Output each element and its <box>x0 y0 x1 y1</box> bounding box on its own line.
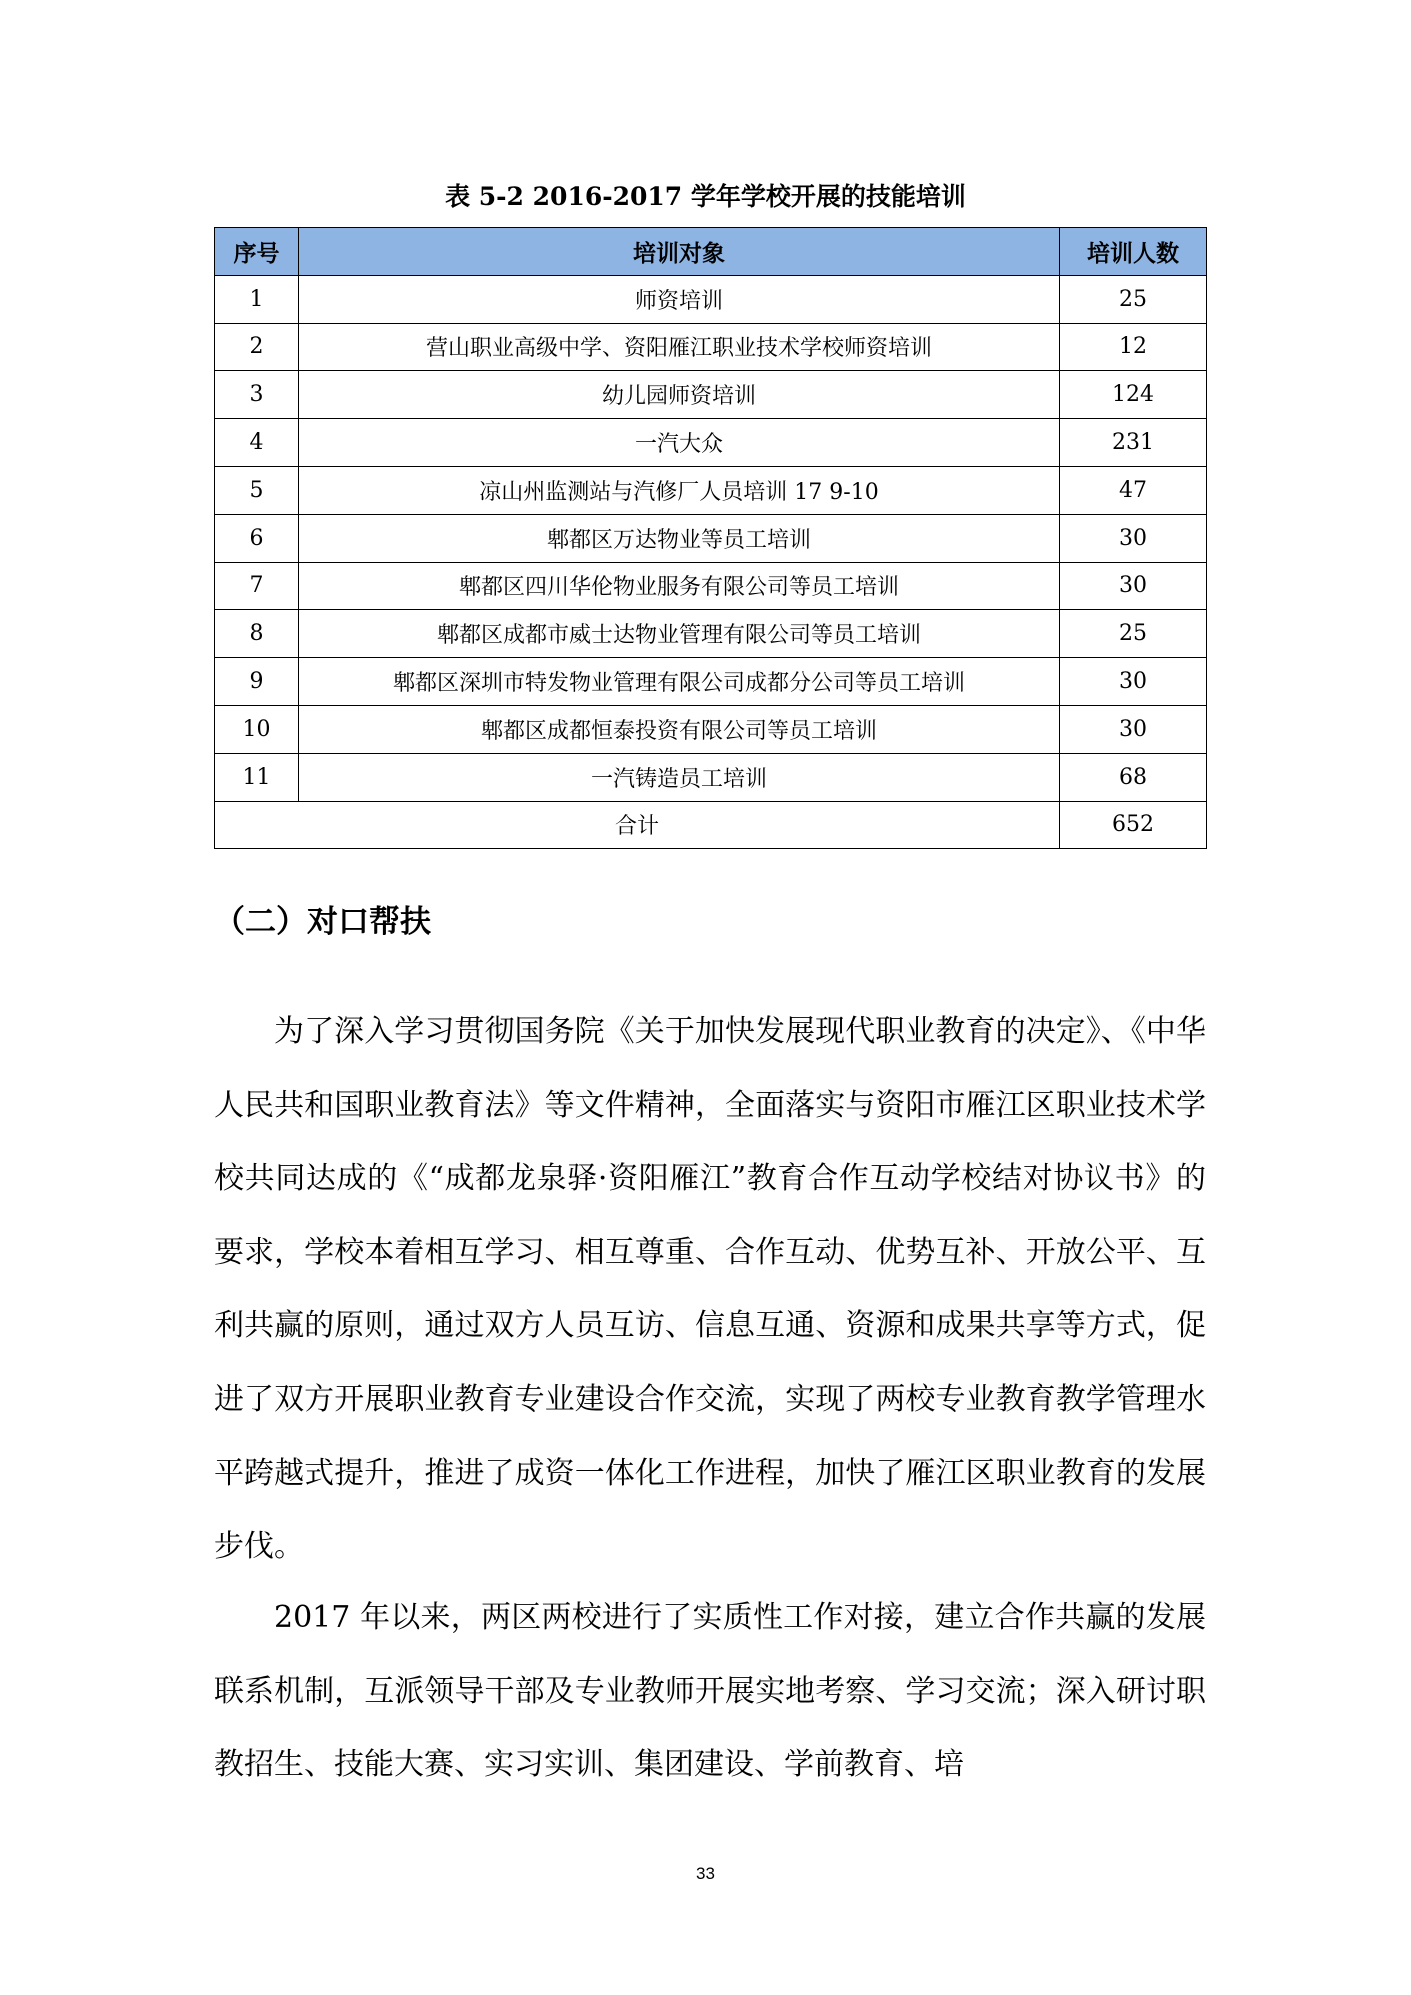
cell-target: 幼儿园师资培训 <box>299 371 1060 419</box>
table-row <box>215 514 1207 562</box>
header-count: 培训人数 <box>1060 228 1207 276</box>
cell-target: 郫都区成都市威士达物业管理有限公司等员工培训 <box>299 610 1060 658</box>
training-table <box>214 227 1207 849</box>
table-caption: 表 5-2 2016-2017 学年学校开展的技能培训 <box>445 182 966 211</box>
cell-target: 郫都区成都恒泰投资有限公司等员工培训 <box>299 705 1060 753</box>
cell-target: 一汽铸造员工培训 <box>299 753 1060 801</box>
cell-serial: 10 <box>215 705 299 753</box>
table-row <box>215 371 1207 419</box>
header-target: 培训对象 <box>299 228 1060 276</box>
cell-serial: 7 <box>215 562 299 610</box>
cell-count: 231 <box>1060 419 1207 467</box>
cell-target: 一汽大众 <box>299 419 1060 467</box>
total-label: 合计 <box>215 801 1060 849</box>
cell-count: 30 <box>1060 705 1207 753</box>
cell-count: 25 <box>1060 610 1207 658</box>
cell-target: 凉山州监测站与汽修厂人员培训 17 9-10 <box>299 466 1060 514</box>
header-serial: 序号 <box>215 228 299 276</box>
table-total-row <box>215 801 1207 849</box>
table-row <box>215 419 1207 467</box>
cell-serial: 1 <box>215 275 299 323</box>
section-title: （二）对口帮扶 <box>214 904 431 940</box>
cell-target: 郫都区万达物业等员工培训 <box>299 514 1060 562</box>
cell-serial: 3 <box>215 371 299 419</box>
body-paragraph: 2017 年以来，两区两校进行了实质性工作对接，建立合作共赢的发展联系机制，互派领导干部及专业教师开展实地考察、学习交流；深入研讨职教招生、技能大赛、实习实训、集团建设、学前教育、培 <box>214 1600 1206 1783</box>
table-row <box>215 705 1207 753</box>
table-header-row <box>215 228 1207 276</box>
cell-serial: 9 <box>215 658 299 706</box>
cell-serial: 4 <box>215 419 299 467</box>
total-value: 652 <box>1060 801 1207 849</box>
table-row <box>215 275 1207 323</box>
table-row <box>215 610 1207 658</box>
cell-count: 30 <box>1060 658 1207 706</box>
cell-count: 68 <box>1060 753 1207 801</box>
cell-count: 30 <box>1060 514 1207 562</box>
cell-target: 郫都区四川华伦物业服务有限公司等员工培训 <box>299 562 1060 610</box>
page-number: 33 <box>696 1864 715 1883</box>
cell-target: 郫都区深圳市特发物业管理有限公司成都分公司等员工培训 <box>299 658 1060 706</box>
table-row <box>215 323 1207 371</box>
cell-count: 47 <box>1060 466 1207 514</box>
cell-serial: 8 <box>215 610 299 658</box>
body-paragraph: 为了深入学习贯彻国务院《关于加快发展现代职业教育的决定》、《中华人民共和国职业教育法》等文件精神，全面落实与资阳市雁江区职业技术学校共同达成的《“成都龙泉驿·资阳雁江”教育合作互动学校结对协议书》的要求，学校本着相互学习、相互尊重、合作互动、优势互补、开放公平、互利共赢的原则，通过双方人员互访、信息互通、资源和成果共享等方式，促进了双方开展职业教育专业建设合作交流，实现了两校专业教育教学管理水平跨越式提升，推进了成资一体化工作进程，加快了雁江区职业教育的发展步伐。 <box>214 1014 1206 1565</box>
cell-serial: 2 <box>215 323 299 371</box>
cell-target: 营山职业高级中学、资阳雁江职业技术学校师资培训 <box>299 323 1060 371</box>
cell-serial: 6 <box>215 514 299 562</box>
table-row <box>215 658 1207 706</box>
cell-count: 25 <box>1060 275 1207 323</box>
table-row <box>215 753 1207 801</box>
cell-serial: 11 <box>215 753 299 801</box>
cell-count: 30 <box>1060 562 1207 610</box>
table-row <box>215 466 1207 514</box>
cell-count: 12 <box>1060 323 1207 371</box>
table-row <box>215 562 1207 610</box>
cell-serial: 5 <box>215 466 299 514</box>
cell-target: 师资培训 <box>299 275 1060 323</box>
cell-count: 124 <box>1060 371 1207 419</box>
